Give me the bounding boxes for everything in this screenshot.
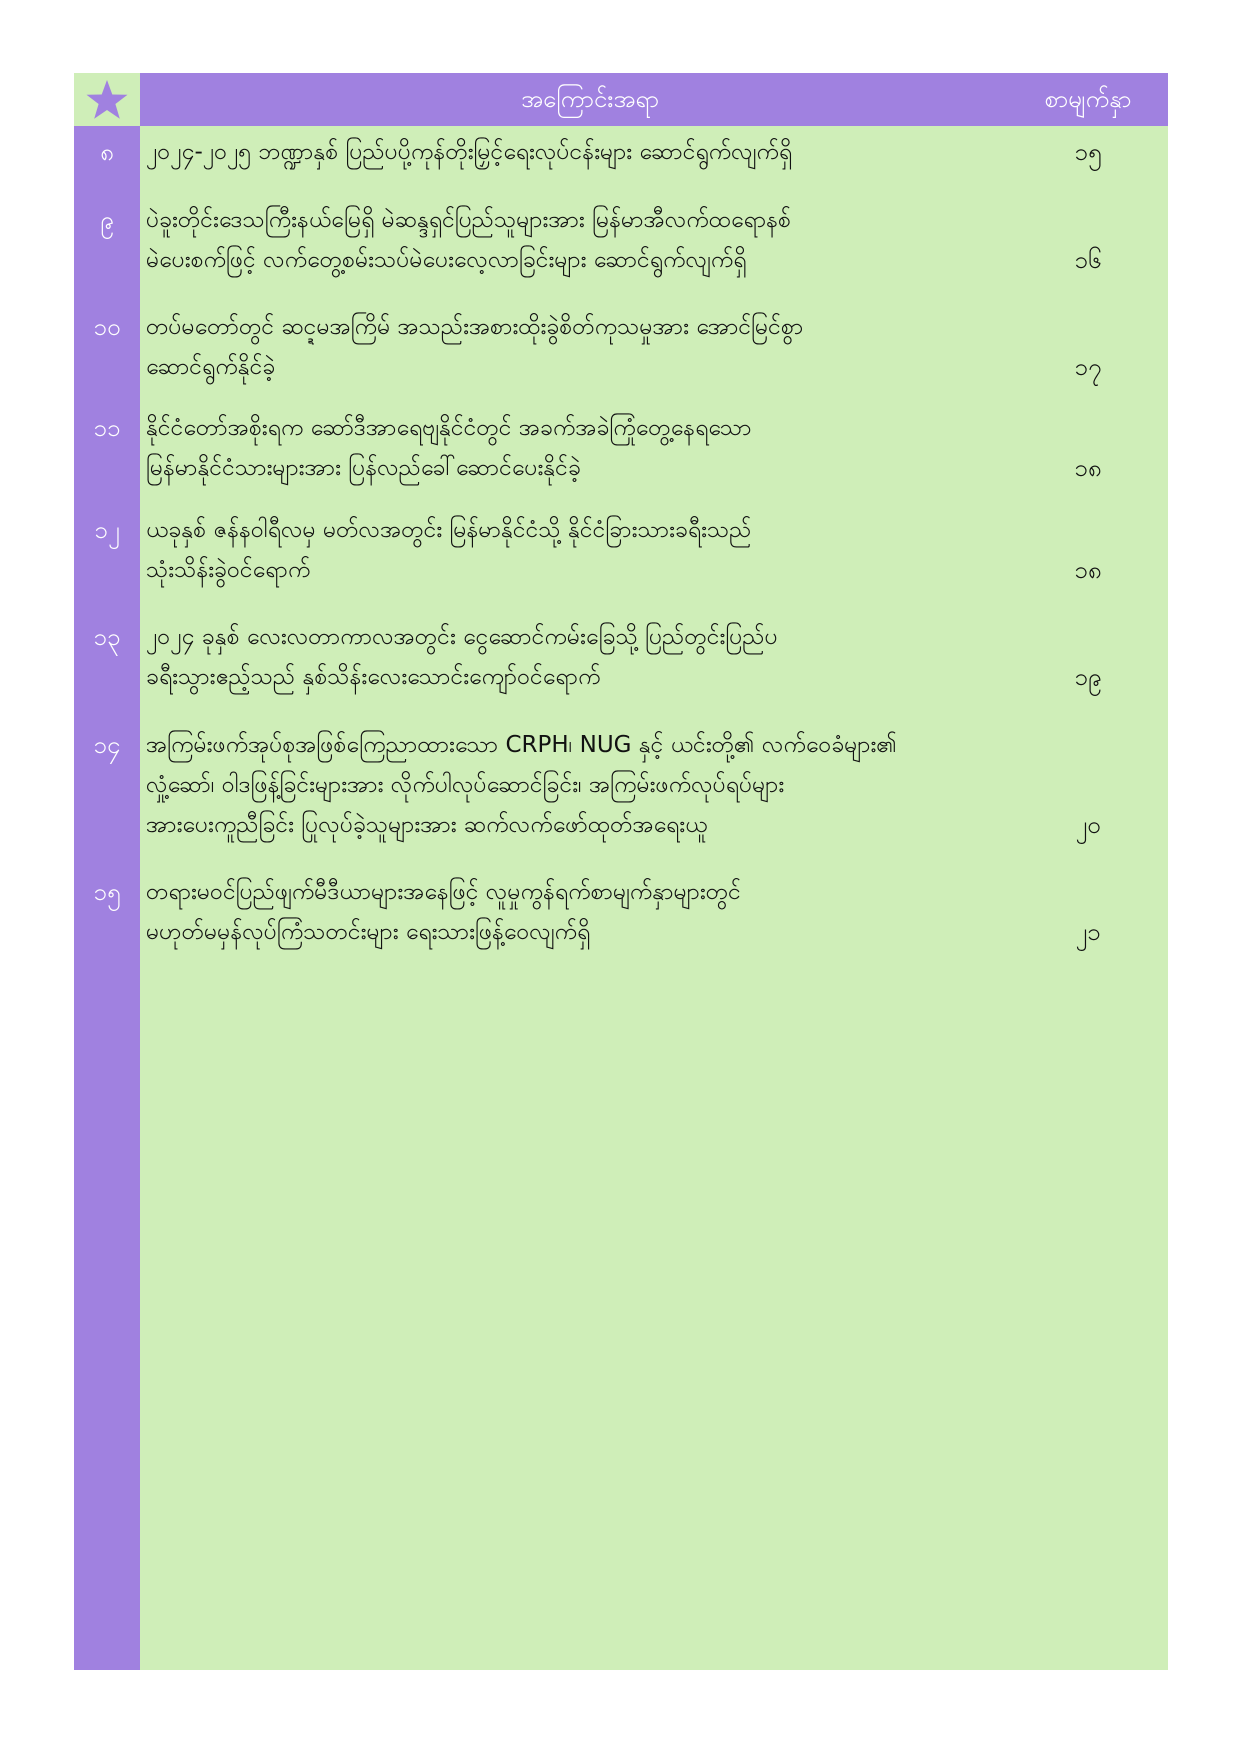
entry-page-number: ၁၈ — [1074, 454, 1102, 482]
entry-title-line: သုံးသိန်းခွဲဝင်ရောက် — [146, 557, 311, 583]
entry-page-number: ၁၇ — [1074, 353, 1102, 381]
entry-title-line: ၂၀၂၄ ခုနှစ် လေးလတာကာလအတွင်း ငွေဆောင်ကမ်းခြေသို့ ပြည်တွင်းပြည်ပ — [146, 624, 778, 650]
entry-title-line: ခရီးသွားဧည့်သည် နှစ်သိန်းလေးသောင်းကျော်ဝင်ရောက် — [146, 664, 601, 690]
entry-number: ၁၀ — [93, 313, 121, 341]
entry-title — [146, 872, 1026, 952]
toc-entry[interactable] — [74, 617, 1168, 697]
entry-page-number: ၁၉ — [1074, 663, 1102, 691]
entry-title-line: နိုင်ငံတော်အစိုးရက ဆော်ဒီအာရေဗျနိုင်ငံတွင် အခက်အခဲကြုံတွေ့နေရသော — [146, 415, 752, 441]
entry-number: ၉ — [100, 206, 114, 234]
entry-number: ၁၅ — [93, 878, 121, 906]
entry-page-number: ၂၁ — [1075, 918, 1101, 946]
entry-title-line: ဆောင်ရွက်နိုင်ခဲ့ — [146, 354, 276, 380]
entry-number: ၁၄ — [93, 731, 121, 759]
toc-entry[interactable] — [74, 307, 1168, 387]
toc-entry[interactable] — [74, 510, 1168, 590]
entry-title-line: လှုံ့ဆော်၊ ဝါဒဖြန့်ခြင်းများအား လိုက်ပါလုပ်ဆောင်ခြင်း၊ အကြမ်းဖက်လုပ်ရပ်များ — [146, 772, 785, 798]
page-column-label: စာမျက်နှာ — [1044, 85, 1132, 113]
entry-title — [146, 200, 1026, 280]
entry-title-line: တပ်မတော်တွင် ဆင္ဍမအကြိမ် အသည်းအစားထိုးခွဲစိတ်ကုသမှုအား အောင်မြင်စွာ — [146, 314, 804, 340]
entry-number: ၁၂ — [94, 516, 120, 544]
entry-title-line: မဲပေးစက်ဖြင့် လက်တွေ့စမ်းသပ်မဲပေးလေ့လာခြင်းများ ဆောင်ရွက်လျက်ရှိ — [146, 247, 747, 273]
entry-title-line: အားပေးကူညီခြင်း ပြုလုပ်ခဲ့သူများအား ဆက်လက်ဖော်ထုတ်အရေးယူ — [146, 812, 708, 838]
entry-page-number: ၁၆ — [1074, 246, 1102, 274]
star-cell — [74, 73, 140, 126]
entry-title-line: အကြမ်းဖက်အုပ်စုအဖြစ်ကြေညာထားသော CRPH၊ NUG နှင့် ယင်းတို့၏ လက်ဝေခံများ၏ — [146, 732, 897, 758]
entry-title-line: ပဲခူးတိုင်းဒေသကြီးနယ်မြေရှိ မဲဆန္ဒရှင်ပြည်သူများအား မြန်မာအီလက်ထရောနစ် — [146, 207, 791, 233]
entry-title — [146, 617, 1026, 697]
entry-title-line: မြန်မာနိုင်ငံသားများအား ပြန်လည်ခေါ်ဆောင်ပေးနိုင်ခဲ့ — [146, 455, 581, 481]
star-icon — [85, 78, 129, 122]
entry-title-line: ၂၀၂၄-၂၀၂၅ ဘဏ္ဍာနှစ် ပြည်ပပို့ကုန်တိုးမြှင့်ရေးလုပ်ငန်းများ ဆောင်ရွက်လျက်ရှိ — [146, 139, 793, 165]
entry-page-number: ၂၀ — [1075, 811, 1101, 839]
entry-title — [146, 510, 1026, 590]
toc-entry[interactable] — [74, 725, 1168, 845]
entry-number: ၁၃ — [93, 623, 121, 651]
entry-title-line: မဟုတ်မမှန်လုပ်ကြံသတင်းများ ရေးသားဖြန့်ဝေလျက်ရှိ — [146, 919, 591, 945]
entry-title — [146, 408, 1026, 488]
entry-title-line: တရားမဝင်ပြည်ဖျက်မီဒီယာများအနေဖြင့် လူမှုကွန်ရက်စာမျက်နှာများတွင် — [146, 879, 741, 905]
toc-header — [140, 73, 1168, 126]
entry-number: ၈ — [100, 138, 114, 166]
entry-title — [146, 725, 1026, 845]
toc-entry[interactable] — [74, 200, 1168, 280]
entry-number: ၁၁ — [93, 414, 121, 442]
entry-title — [146, 307, 1026, 387]
toc-entry[interactable] — [74, 132, 1168, 172]
entry-title-line: ယခုနှစ် ဇန်နဝါရီလမှ မတ်လအတွင်း မြန်မာနိုင်ငံသို့ နိုင်ငံခြားသားခရီးသည် — [146, 517, 752, 543]
entry-page-number: ၁၈ — [1074, 556, 1102, 584]
toc-entry[interactable] — [74, 872, 1168, 952]
entry-title — [146, 132, 1026, 172]
entry-page-number: ၁၅ — [1074, 138, 1102, 166]
table-of-contents — [74, 73, 1168, 1670]
toc-entry[interactable] — [74, 408, 1168, 488]
toc-title: အကြောင်းအရာ — [521, 85, 659, 113]
